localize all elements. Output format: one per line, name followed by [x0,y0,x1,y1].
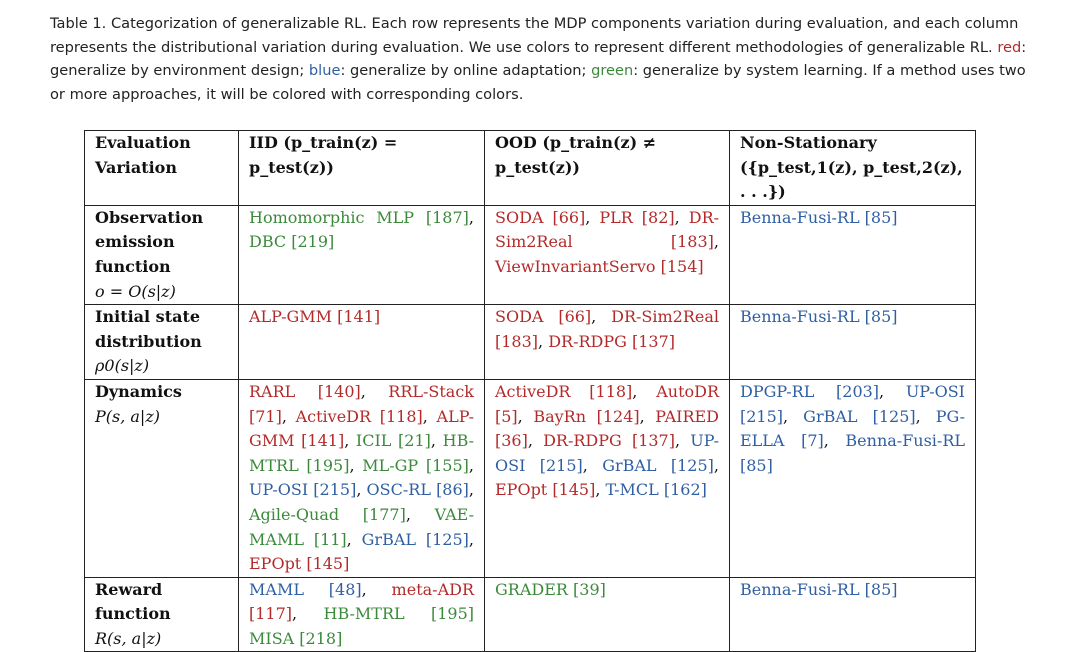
row-header [85,205,239,304]
method-citation: ML-GP [155] [362,455,469,475]
separator: , [292,604,324,624]
row-header-name: Initial state distribution [95,307,202,351]
separator: , [879,381,906,401]
method-citation: VAE-MAML [11] [249,504,475,549]
method-citation: T-MCL [162] [605,480,707,500]
method-citation: RARL [140] [249,381,361,401]
method-citation: Benna-Fusi-RL [85] [740,579,898,599]
method-citation: ICIL [21] [355,431,431,451]
method-citation: HB-MTRL [195] [249,431,475,475]
caption-text-3: : generalize by online adaptation; [340,62,592,79]
cell-ood [485,205,730,304]
cell-iid [239,205,485,304]
cell-iid [239,577,485,652]
method-citation: PAIRED [36] [495,406,719,451]
caption-red-word: red [997,38,1022,56]
separator: , [356,480,367,500]
method-citation: HB-MTRL [195] [323,604,475,624]
method-citation: Benna-Fusi-RL [85] [740,431,965,475]
caption-blue-word: blue [308,62,341,79]
separator: , [674,431,691,451]
separator: , [783,406,804,426]
header-non-stationary [730,131,976,206]
row-header-name: Dynamics [95,381,182,401]
separator: , [468,480,475,500]
row-header-name: Observation emission function [95,207,204,276]
method-citation: OSC-RL [86] [366,480,469,500]
table-row [85,305,976,380]
separator: , [517,406,534,426]
cell-ns [730,577,976,652]
table-row [85,205,976,304]
row-header-name: Reward function [95,579,171,624]
caption-text-1: Categorization of generalizable RL. Each row represents the MDP components variation during evaluation, and each column represents the distributional variation during evaluation. We use colors to represent different methodologies of generalizable RL. [50,15,1019,56]
separator: , [915,406,936,426]
method-citation: ViewInvariantServo [154] [495,256,704,276]
separator: , [422,406,437,426]
method-citation: UP-OSI [215] [740,381,965,426]
separator: , [538,331,549,351]
separator: , [639,406,656,426]
method-citation: SODA [66] [495,307,592,327]
caption-text-2: : generalize by environment design; [50,38,1027,79]
separator: , [360,381,389,401]
cell-ns [730,305,976,380]
method-citation: MAML [48] [249,579,362,599]
separator: , [468,207,474,227]
categorization-table [84,130,976,652]
caption-green-word: green [591,62,634,79]
cell-iid [239,305,485,380]
separator: , [823,431,846,451]
method-citation: Benna-Fusi-RL [85] [740,307,898,327]
header-row [85,131,976,206]
method-citation: EPOpt [145] [495,480,596,500]
separator: , [595,480,606,500]
row-header [85,379,239,577]
method-citation: ALP-GMM [141] [249,307,381,327]
method-citation: MISA [218] [249,628,343,648]
table-row [85,379,976,577]
caption-label: Table 1. [50,15,107,32]
table-caption [50,12,1035,106]
row-header [85,577,239,652]
separator: , [591,307,612,327]
cell-iid [239,379,485,577]
row-header-formula: P(s, a|z) [95,406,160,426]
separator: , [632,381,657,401]
cell-ood [485,305,730,380]
header-non-stationary-title: Non-Stationary [740,133,877,152]
cell-ood [485,577,730,652]
method-citation: Benna-Fusi-RL [85] [740,207,898,227]
method-citation: GrBAL [125] [361,529,469,549]
row-header-formula: R(s, a|z) [95,628,162,648]
table-body [85,205,976,652]
separator: , [713,232,719,252]
separator: , [527,431,544,451]
method-citation: EPOpt [145] [249,554,350,574]
header-iid: IID (p_train(z) = p_test(z)) [239,131,485,206]
method-citation: DR-Sim2Real [183] [495,207,720,252]
separator: , [468,529,475,549]
method-citation: UP-OSI [215] [249,480,357,500]
method-citation: SODA [66] [495,207,586,227]
separator: , [674,207,689,227]
method-citation: BayRn [124] [533,406,640,426]
method-citation: Agile-Quad [177] [249,504,406,524]
method-citation: meta-ADR [117] [249,579,474,624]
row-header [85,305,239,380]
method-citation: ActiveDR [118] [495,381,633,401]
separator: , [346,529,362,549]
separator: , [430,431,443,451]
method-citation: GrBAL [125] [602,455,714,475]
method-citation: DR-RDPG [137] [548,331,676,351]
cell-ood [485,379,730,577]
separator: , [281,406,296,426]
method-citation: Homomorphic MLP [187] [249,207,469,227]
method-citation: ALP-GMM [141] [249,406,475,451]
method-citation: DPGP-RL [203] [740,381,880,401]
header-ood: OOD (p_train(z) ≠ p_test(z)) [485,131,730,206]
separator: , [585,207,600,227]
method-citation: ActiveDR [118] [295,406,423,426]
method-citation: AutoDR [5] [495,381,719,426]
method-citation: GrBAL [125] [803,406,916,426]
separator: , [344,431,356,451]
method-citation: UP-OSI [215] [495,431,720,475]
row-header-formula: ρ0(s|z) [95,356,150,376]
separator: , [361,579,392,599]
method-citation: PLR [82] [599,207,675,227]
cell-ns [730,205,976,304]
method-citation: GRADER [39] [495,579,606,599]
method-citation: PG-ELLA [7] [740,406,966,451]
header-non-stationary-formula: ({p_test,1(z), p_test,2(z), . . .}) [740,157,963,202]
method-citation: DBC [219] [249,232,335,252]
cell-ns [730,379,976,577]
caption-text-4: : generalize by system learning. If a method uses two or more approaches, it will be colored with corresponding colors. [50,62,1026,103]
method-citation: DR-Sim2Real [183] [495,307,720,351]
method-citation: RRL-Stack [71] [249,381,474,426]
separator: , [713,455,720,475]
method-citation: DR-RDPG [137] [543,431,675,451]
row-header-formula: o = O(s|z) [95,281,176,301]
table-row [85,577,976,652]
separator: , [468,455,475,475]
header-evaluation-variation: Evaluation Variation [85,131,239,206]
separator: , [349,455,363,475]
separator: , [405,504,435,524]
separator: , [582,455,603,475]
